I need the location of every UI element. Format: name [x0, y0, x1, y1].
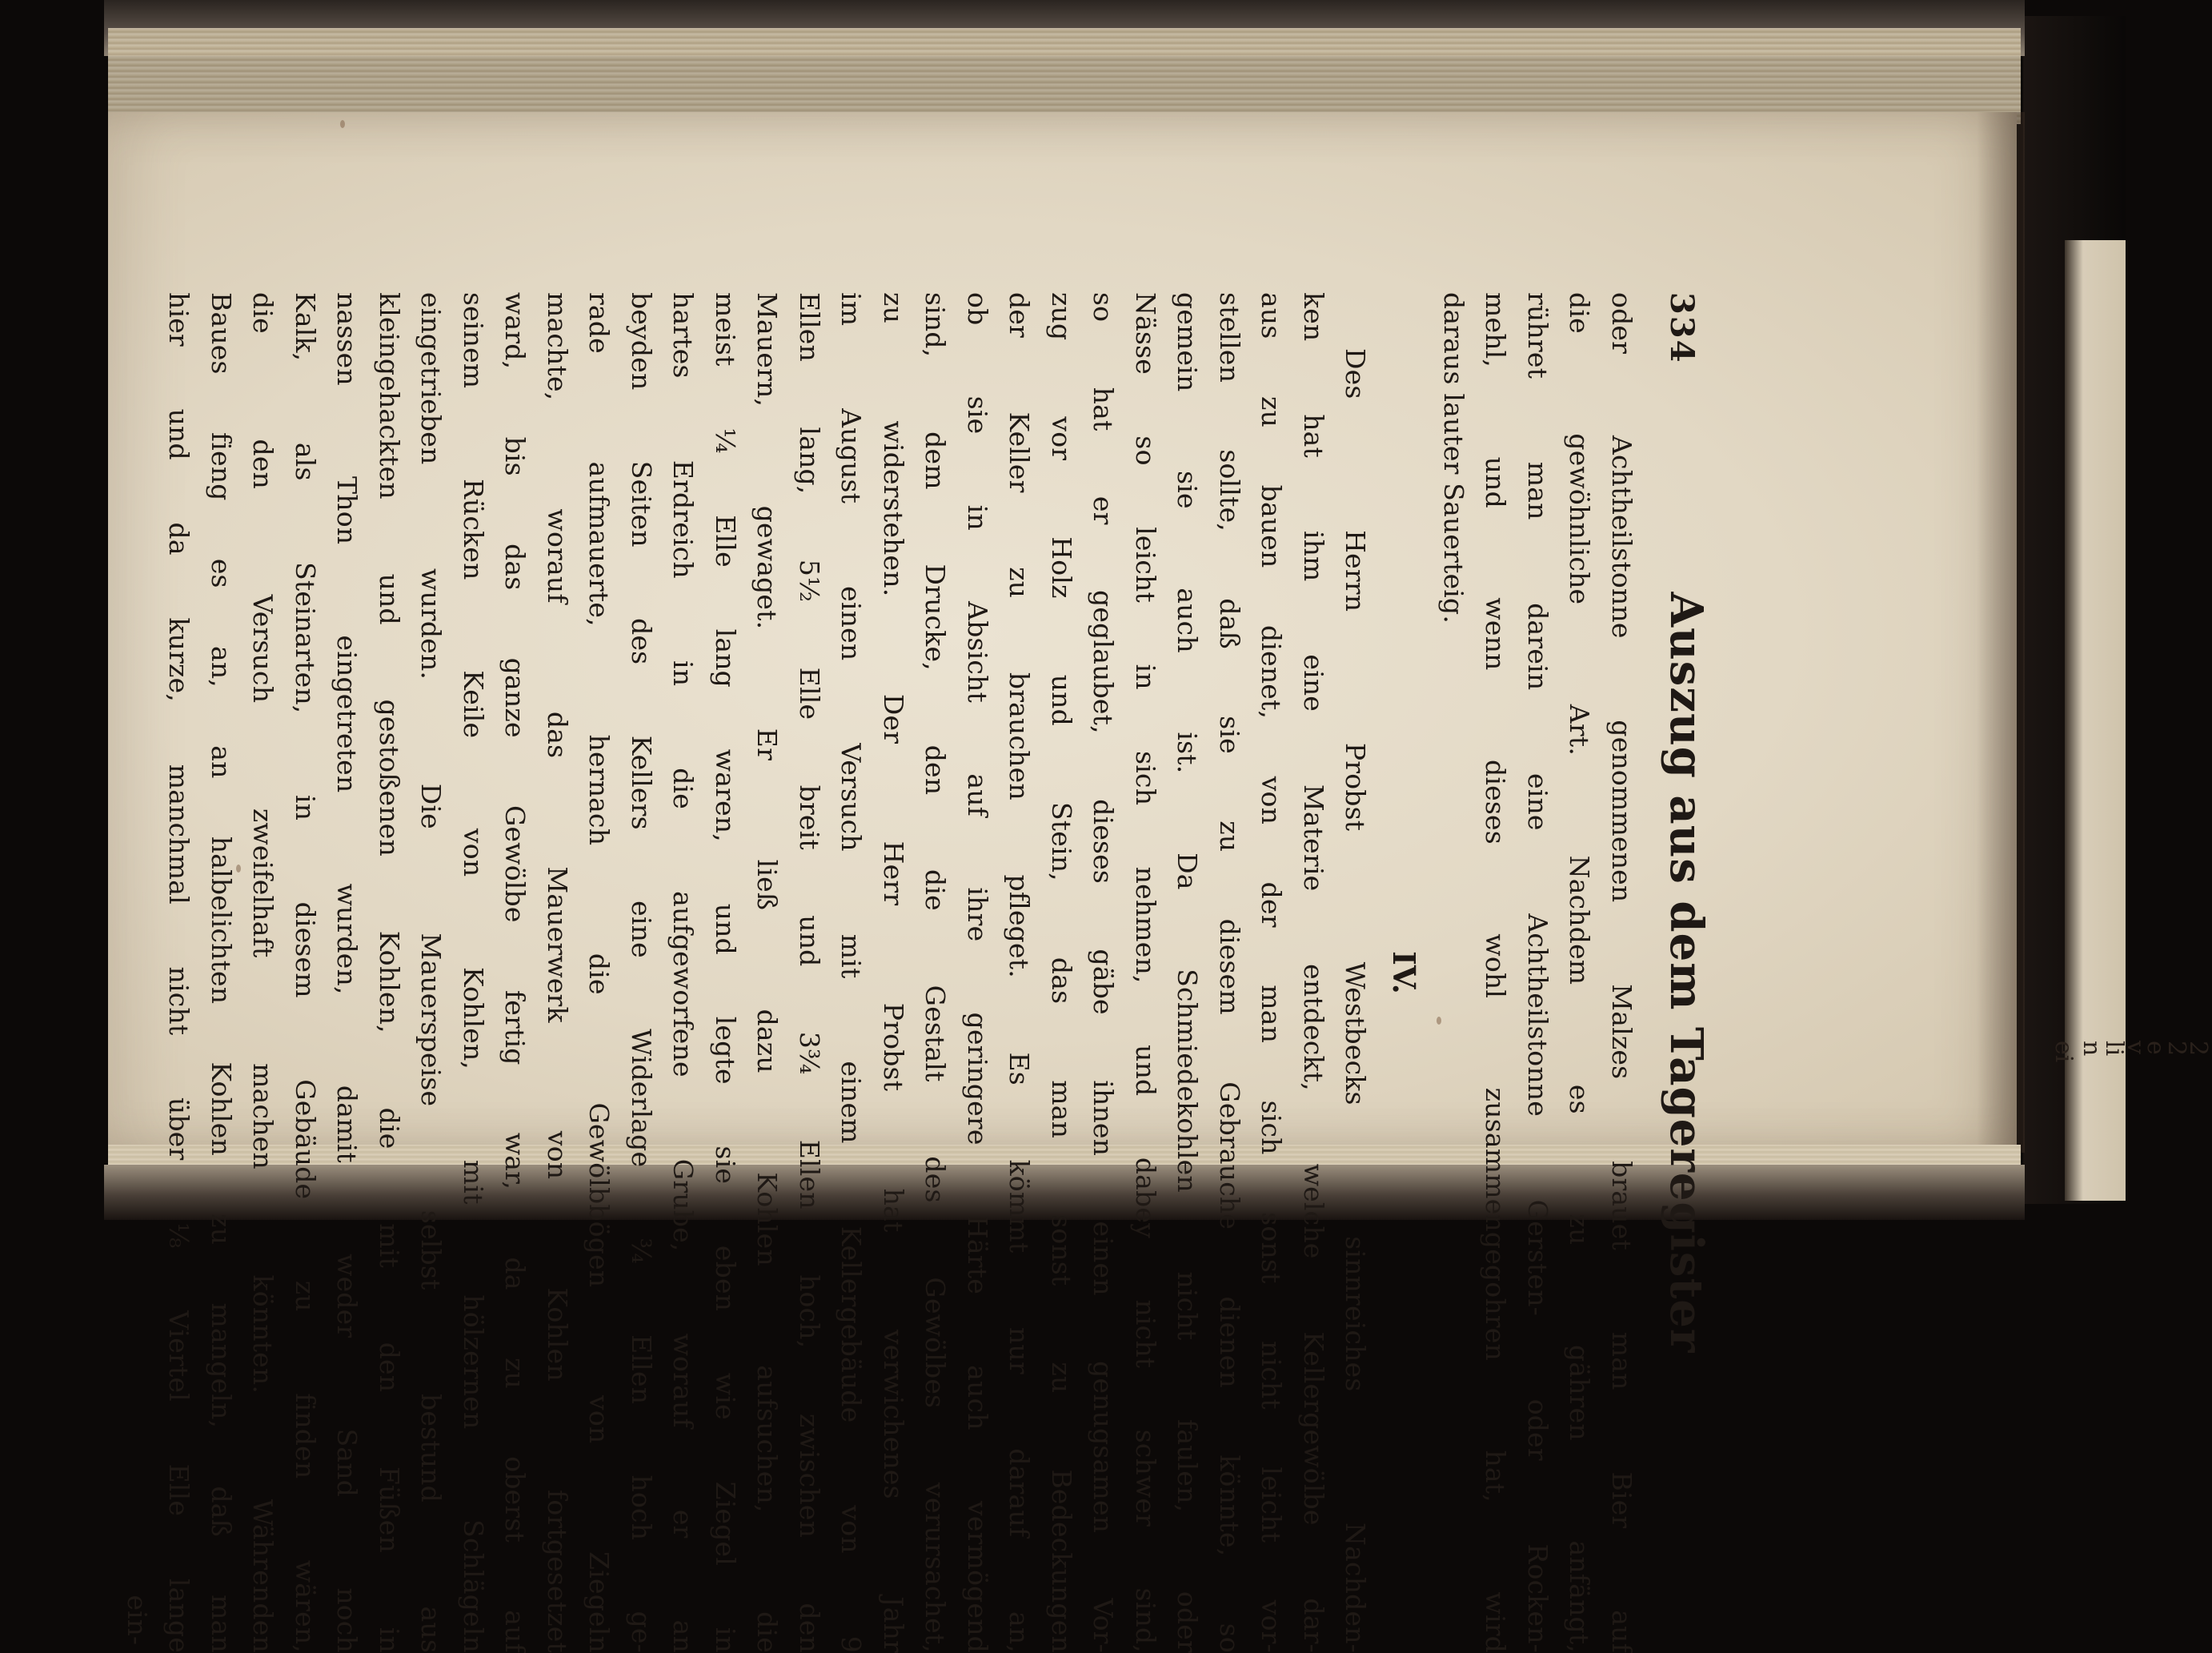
facing-fragment: 2 — [2183, 1041, 2212, 1057]
paper-speck — [340, 120, 345, 128]
text-line: oder Achtheilstonne genommenen Malzes brauet man Bier auf — [1606, 292, 1637, 1653]
text-line: Ellen lang, 5½ Elle breit und 3¾ Ellen hoch, zwischen den — [794, 292, 825, 1653]
text-line: kleingehackten und gestoßenen Kohlen, die mit den Füßen in — [374, 292, 405, 1653]
text-line: meist ¼ Elle lang waren, und legte sie eben wie Ziegel in — [710, 292, 741, 1653]
text-line: eingetrieben wurden. Die Mauerspeise selbst bestund aus — [415, 292, 447, 1653]
text-line: Kalk, als Steinarten, in diesem Gebäude zu finden wären, — [290, 292, 321, 1653]
text-line: sind, dem Drucke, den die Gestalt des Gewölbes verursachet, — [920, 292, 952, 1653]
text-line: hier und da kurze, manchmal nicht über ⅛ Viertel Elle lange — [163, 292, 195, 1653]
text-line: mehl, und wenn dieses wohl zusammengegohren hat, wird — [1480, 292, 1512, 1653]
text-line: nassen Thon eingetreten wurden, damit weder Sand noch — [331, 292, 363, 1653]
page-text-block — [122, 292, 1713, 1653]
text-line: Nässe so leicht in sich nehmen, und dabey nicht schwer sind, — [1130, 292, 1161, 1653]
section-numeral: IV. — [1386, 951, 1423, 994]
catchword: ein- — [122, 1595, 153, 1645]
text-line: Des Herrn Probst Westbecks sinnreiches Nachden- — [1340, 348, 1372, 1653]
text-line: so hat er geglaubet, dieses gäbe ihnen einen genugsamen Vor- — [1088, 292, 1120, 1653]
running-title: Auszug aus dem Tageregister — [1660, 592, 1713, 1354]
facing-fragment: n — [2078, 1041, 2106, 1057]
text-line: ward, bis das ganze Gewölbe fertig war, da zu oberst auf — [499, 292, 531, 1653]
gutter-shadow — [1977, 112, 2025, 1153]
page-header — [1657, 292, 1713, 1653]
facing-page-text — [2050, 1041, 2212, 1201]
text-line: der Keller zu brauchen pfleget. Es kömmt nur darauf an, — [1004, 292, 1036, 1653]
text-line: die gewöhnliche Art. Nachdem es zu gähren anfängt, — [1564, 292, 1596, 1653]
text-line: rade aufmauerte, hernach die Gewölbbögen von Ziegeln — [583, 292, 615, 1653]
text-line: zug vor Holz und Stein, das man sonst zu Bedeckungen — [1046, 292, 1077, 1653]
page-stack-top — [108, 28, 2021, 124]
facing-fragment: 2 — [2162, 1041, 2190, 1057]
text-line: hartes Erdreich in die aufgeworfene Grube, worauf er an — [667, 292, 699, 1653]
text-line: aus zu bauen dienet, von der man sich sonst nicht leicht vor- — [1256, 292, 1288, 1653]
text-line: die den Versuch zweifelhaft machen könnten. Währenden — [247, 292, 279, 1653]
facing-fragment: li — [2099, 1041, 2128, 1057]
facing-fragment: ei — [2050, 1041, 2078, 1063]
text-line: stellen sollte, daß sie zu diesem Gebrauche dienen könnte, so — [1214, 292, 1245, 1653]
text-line: zu widerstehen. Der Herr Probst hat verwichenes Jahr — [878, 292, 909, 1653]
text-line: beyden Seiten des Kellers eine Widerlage ¾ Ellen hoch ge- — [626, 292, 657, 1653]
text-line: im August einen Versuch mit einem Kellergebäude von 9 — [836, 292, 868, 1653]
text-line: machte, worauf das Mauerwerk von Kohlen fortgesetzet — [542, 292, 573, 1653]
facing-fragment: v — [2121, 1041, 2150, 1054]
facing-fragment: e — [2141, 1041, 2170, 1055]
paragraph-2 — [158, 292, 1376, 1653]
text-line: ob sie in Absicht auf ihre geringere Härte auch vermögend — [962, 292, 993, 1653]
text-line: ken hat ihm eine Materie entdeckt, welche Kellergewölbe dar- — [1298, 292, 1329, 1653]
text-line: daraus lauter Sauerteig. — [1438, 292, 1469, 624]
text-line: gemein sie auch ist. Da Schmiedekohlen nicht faulen, oder — [1172, 292, 1204, 1653]
text-line: Baues fieng es an, an halbelichten Kohlen zu mangeln, daß man — [206, 292, 237, 1653]
text-line: Mauern, gewaget. Er ließ dazu Kohlen aufsuchen, die — [751, 292, 783, 1653]
paragraph-1 — [1433, 292, 1643, 1653]
text-line: rühret man darein eine Achtheilstonne Gersten- oder Rocken- — [1522, 292, 1553, 1653]
text-line: seinem Rücken Keile von Kohlen, mit hölzernen Schlägeln — [458, 292, 489, 1653]
page-number: 334 — [1663, 292, 1701, 364]
